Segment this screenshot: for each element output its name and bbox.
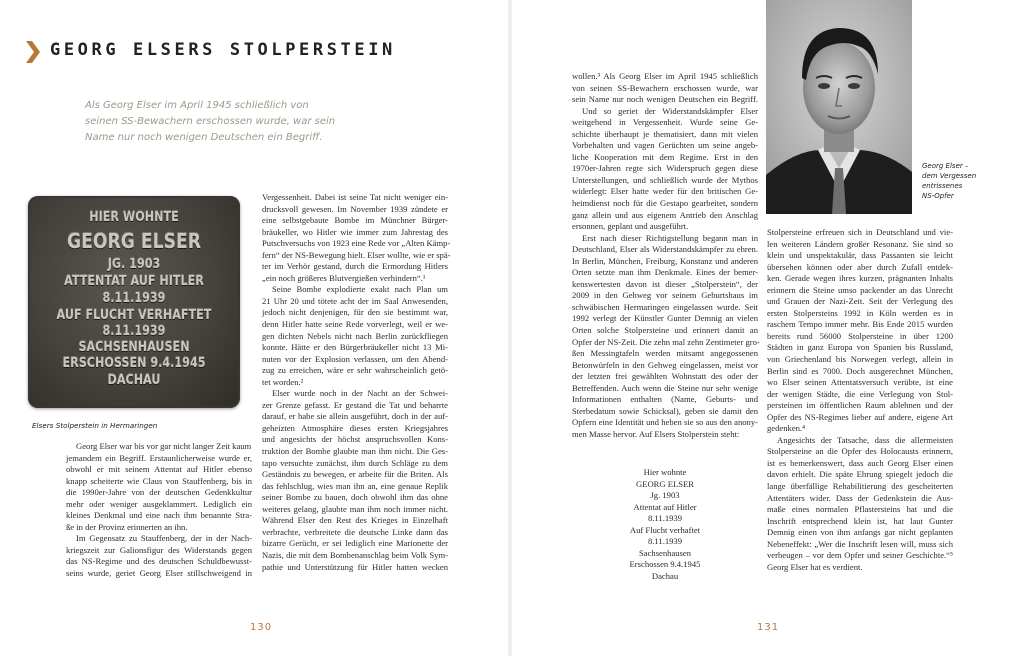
text-line: wo Elser seinen Attentatsversuch verübte, ist eine [767,377,953,388]
text-line: Sterbedatum sowie Schicksal), geben sie damit den [572,405,758,416]
text-line: Stolpersteine erfreuen sich in Deutschland und vie- [767,227,953,237]
text-line: Geständnis zu bewegen, er arbeite für die Briten. Als [262,469,448,480]
text-line: Seine Bombe explodierte exakt nach Plan um [272,284,448,295]
text-line: seins wurde, geriet Georg Elser stillschweigend in [66,568,252,579]
text-line: ken. Gerade wegen ihres kurzen, prägnanten Inhalts [767,273,953,284]
text-line: jemandem ein Begriff. Erstaunlicherweise wurde er, [66,452,252,463]
text-line: klein und unspektakulär, dass Passanten sie leicht [767,250,953,261]
stolperstein-photo [28,196,240,408]
inscription-line: Jg. 1903 [650,490,680,501]
text-line: denn Hitler hatte seine Rede vorverlegt, weil er we- [262,319,448,330]
text-line: davon erhielt. Die späte Ehrung spiegelt jedoch die [767,469,953,480]
stone-line: 8.11.1939 [102,324,166,339]
text-line: schwäbischen Hermaringen eingelassen wurde. Seit [572,301,758,312]
stone-line: GEORG ELSER [67,229,201,253]
text-line: gedenken.⁴ [767,423,806,434]
text-line: Putschversuchs von 1923 eine Rede vor „Alten Kämp- [262,238,451,249]
text-line: das fehlschlug, wies man ihn an, eine genaue Replik [262,480,448,491]
stone-caption: Elsers Stolperstein in Hermaringen [32,421,158,430]
text-line: von seinen SS-Bewachern erschossen wurde, war [572,82,758,93]
book-gutter [508,0,512,656]
text-line: geheizten Atmosphäre dieses ersten Kriegsjahres [262,422,448,433]
text-line: Vorbehalten und vagen Gerüchten um seine angeb- [572,140,758,151]
text-line: schichte überhaupt je thematisiert, dann mit vielen [572,128,758,139]
text-line: Deutschland, Elser als Widerstandskämpfer zu ehren. [572,244,758,255]
text-line: lange überfällige Rehabilitierung des gescheiterten [767,481,953,492]
text-line: Orten setzte man ihm Denkmale. Eines der bemer- [572,267,758,278]
text-line: und angesichts der höchst anspruchsvollen Kons- [262,434,448,445]
page-number-right: 131 [757,622,780,633]
inscription-line: 8.11.1939 [647,536,683,547]
text-line: Nazis, die mit dem Bombenanschlag beim Volk Sym- [262,549,448,560]
text-line: und Grauen der Nazi-Zeit. Seit der Verlegung des [767,296,953,307]
text-line: tapo versuchte zunächst, ihm durch Schläge zu dem [262,457,448,468]
text-line: Opfer des NS-Regimes lieber auf andere, eigene Art [767,411,953,422]
text-line: kriegszeit zur Galionsfigur des Widerstands gegen [66,544,252,555]
text-line: ganz allein und aus eigenem Antrieb den Anschlag [572,209,758,220]
text-column-2 [262,192,451,573]
text-line: Betreffenden. Auch wenn die Steine nur sehr wenige [572,382,758,393]
stone-line: DACHAU [107,373,161,388]
text-line: ersonnen, geplant und ausgeführt. [572,221,689,232]
text-line: 1970er-Jahren regte sich Widerspruch gegen diese [572,163,758,174]
text-line: Georg Elser hat es verdient. [767,561,863,572]
text-line: erinnern die Steine umso packender an das Unrecht [767,284,953,295]
text-line: widerlegt: Elser hatte weder für den britischen Ge- [572,186,758,197]
text-line: len weiteren Ländern großer Resonanz. Sie sind so [767,238,953,249]
pull-quote-line: Als Georg Elser im April 1945 schließlich von [85,100,309,111]
caption-line: entrissenes [922,182,963,190]
text-column-4 [767,227,953,573]
text-line: obwohl er mit seinem Attentat auf Hitler ebenso [66,464,252,475]
inscription-text [572,467,758,582]
text-line: „ein noch größeres Blutvergießen verhindern“.¹ [262,272,426,283]
text-line: Berlin sind es 7000. Doch ausgerechnet München, [767,365,953,376]
stone-line: HIER WOHNTE [89,210,179,225]
inscription-line: Erschossen 9.4.1945 [629,559,701,570]
text-line: 2009 in den Gehweg vor seinem Geburtshaus im [572,290,758,301]
text-line: bereits rund 56000 Stolpersteine in über 1200 [767,330,953,341]
text-line: jedoch nicht denjenigen, für den sie bestimmt war, [262,307,448,318]
stone-line: ERSCHOSSEN 9.4.1945 [62,356,206,371]
stone-line: ATTENTAT AUF HITLER [64,274,204,289]
text-line: kenswertesten davon ist dieser „Stolperstein“, der [572,278,758,289]
text-line: das NS-Regime und des deutschen Schuldbewusst- [66,556,252,567]
text-line: Während Elser den Rest des Krieges in Einzelhaft [262,515,448,526]
text-line: seiner Bombe zu bauen, doch obwohl ihm das ohne [262,492,448,503]
text-line: übersehen können oder aber durch Zufall entdek- [767,261,953,272]
text-line: truktion der Bombe glaubte man ihm nicht. Die Ges- [262,446,448,457]
text-line: ersten Stolpersteins 1992 in Köln werden es in [767,307,953,318]
text-line: zug zu erreichen, wäre er sehr wahrscheinlich getö- [262,365,448,376]
text-line: bizarre Gerücht, er sei lediglich eine Marionette der [262,538,448,549]
text-line: Opfern eine Identität und heben sie so aus den anony- [572,417,758,428]
text-line: fern“ der NS-Bewegung hielt. Elser wollte, wie er spä- [262,249,451,260]
text-line: weiteres gelang, glaubte man ihm noch immer nicht. [262,503,448,514]
text-line: der wenigen Städte, die eine Verlegung von Stol- [767,388,953,399]
inscription-line: GEORG ELSER [635,478,694,489]
text-line: wollen.³ Als Georg Elser im April 1945 schließlich [572,71,758,81]
text-line: Städten in ganz Europa von Spanien bis Russland, [767,342,953,353]
text-line: Erst nach dieser Richtigstellung begann man in [582,232,758,243]
text-line: sein Name nur noch wenigen Deutschen ein Begriff. [572,94,758,105]
stone-line: 8.11.1939 [102,291,166,306]
text-line: pathie und Unterstützung für Hitler hatten wecken [262,561,448,572]
text-line: Demnig einen von ihm anfangs gar nicht geplanten [767,527,953,538]
text-column-3 [572,71,758,441]
text-line: Angesichts der Tatsache, dass die allermeisten [777,434,953,445]
text-line: In Berlin, München, Freiburg, Konstanz und anderen [572,255,758,266]
text-line: Opfer der NS-Zeit. Die zehn mal zehn Zentimeter gro- [572,336,760,347]
text-line: Inschrift entsprechend klein ist, hat laut Gunter [767,515,953,526]
pull-quote [85,98,336,146]
text-line: gen dichten Nebels nicht nach Berlin zurückfliegen [262,330,448,341]
text-line: verbeugen – vor dem Opfer und seiner Geschichte.“⁵ [767,550,953,561]
portrait-caption [922,161,1000,201]
text-line: drucksvoll gewesen. Im November 1939 zündete er [262,203,448,214]
pull-quote-line: seinen SS-Bewachern erschossen wurde, war sein [85,116,336,127]
text-line: knapp scheiterte wie Claus von Stauffenberg, bis in [66,475,252,486]
georg-elser-portrait [766,0,912,214]
text-line: ßen Messingtafeln werden mitsamt angegossenen [572,348,758,359]
text-line: ße in der Provinz erinnerten an ihn. [66,521,188,532]
page-number-left: 130 [250,622,273,633]
stone-line: AUF FLUCHT VERHAFTET [56,308,212,323]
text-line: Unterstellungen, und schließlich wurde der Mythos [572,174,758,185]
portrait-image [766,0,912,214]
text-line: eine selbstgebaute Bombe im Münchner Bürger- [262,215,448,226]
text-line: von Griechenland bis Norwegen verlegt, allein in [767,354,953,365]
text-line: Betonwürfeln in den Gehweg eingelassen, meist vor [572,359,758,370]
text-line: Nebeneffekt: „Wer die Inschrift lesen will, muss sich [767,538,953,549]
text-line: raschem Tempo immer mehr. Bis Ende 2015 wurden [767,319,953,330]
text-line: Orten solche Stolpersteine und erinnert damit an [572,325,758,336]
text-line: weitgehend in Vergessenheit. Wurde seine Ge- [572,117,758,128]
text-line: mehr oder weniger ausgeklammert. Lediglich ein [66,498,252,509]
inscription-line: 8.11.1939 [647,513,683,524]
text-line: persteinen im öffentlichen Raum ablehnen und der [767,400,953,411]
chevron-right-icon [26,41,40,63]
text-line: nuten vor der Explosion verlassen, um den Abend- [262,353,448,364]
text-line: Georg Elser war bis vor gar nicht langer Zeit kaum [76,441,252,451]
text-line: verbrachte, verbreitete die deutsche Linke dann das [262,526,448,537]
caption-line: dem Vergessen [922,172,977,180]
text-line: Attentäters wider. Dass der Gedenkstein die Aus- [767,492,953,503]
text-line: 21 Uhr 20 und tötete acht der im Saal Anwesenden, [262,295,448,306]
inscription-line: Attentat auf Hitler [633,501,697,512]
text-line: heimdienst noch für die Gestapo gearbeitet, sondern [572,198,758,209]
inscription-line: Sachsenhausen [638,547,692,558]
text-line: darauf, er habe sie allein ausgeführt, doch in der auf- [262,411,448,422]
text-line: konnte. Hätte er den Bürgerbräukeller nicht 13 Mi- [262,342,448,353]
stone-line: SACHSENHAUSEN [78,340,190,355]
stone-line: JG. 1903 [107,257,161,272]
text-line: die 1990er-Jahre von der deutschen Gedenkkultur [66,487,252,498]
text-line: Im Gegensatz zu Stauffenberg, der in der Nach- [76,533,252,544]
inscription-line: Hier wohnte [643,467,687,477]
text-line: zer Grenze gefasst. Er gestand die Tat und beharrte [262,399,448,410]
inscription-line: Dachau [651,570,679,581]
page-title: GEORG ELSERS STOLPERSTEIN [50,40,396,60]
text-line: Informationen enthalten (Name, Geburts- und [572,394,758,405]
caption-line: Georg Elser – [922,162,969,170]
pull-quote-line: Name nur noch wenigen Deutschen ein Begriff. [85,132,323,143]
text-line: men Masse hervor. Auf Elsers Stolperstein steht: [572,428,740,439]
text-line: der letzten frei gewählten Wohnstatt des oder der [572,371,758,382]
text-line: bräukeller, wo Hitler wie immer zum Jahrestag des [262,226,448,237]
text-line: kleines Denkmal und eine nach ihm benannte Stra- [66,510,252,521]
text-line: maße eines normalen Pflastersteins hat und die [767,504,953,515]
text-line: Stolpersteine an die Opfer des Holocausts erinnern, [767,446,953,457]
text-line: Und so geriet der Widerstandskämpfer Elser [582,105,758,116]
text-line: ter im Verhör gestand, durch die Ermordung Hitlers [262,261,448,272]
text-line: ist es bemerkenswert, dass auch Georg Elser einen [767,457,953,468]
text-column-1 [66,441,252,580]
text-line: tet worden.² [262,376,304,387]
caption-line: NS-Opfer [922,192,954,200]
text-line: Vergessenheit. Dabei ist seine Tat nicht weniger ein- [262,192,448,202]
text-line: liche Kooperation mit dem Regime. Erst in den [572,151,758,162]
inscription-line: Auf Flucht verhaftet [629,524,701,535]
text-line: Elser wurde noch in der Nacht an der Schwei- [272,388,448,399]
text-line: 1992 verlegt der Künstler Gunter Demnig an vielen [572,313,758,324]
